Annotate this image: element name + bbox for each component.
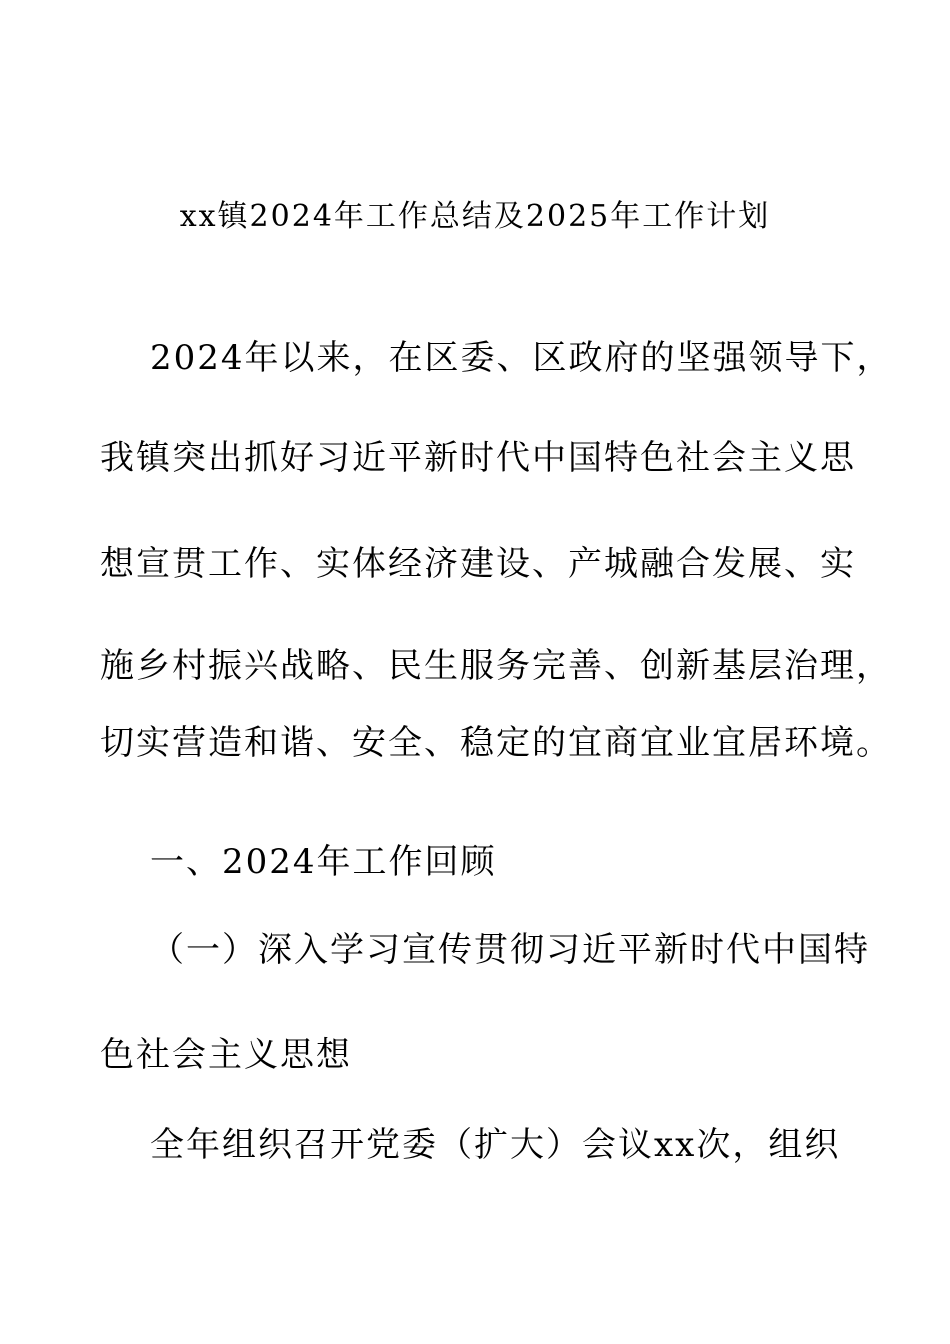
intro-line-5: 切实营造和谐、安全、稳定的宜商宜业宜居环境。 xyxy=(100,723,892,763)
intro-line-1: 2024年以来，在区委、区政府的坚强领导下， xyxy=(150,338,893,378)
intro-line-2: 我镇突出抓好习近平新时代中国特色社会主义思 xyxy=(100,438,856,478)
subsection-heading-line-2: 色社会主义思想 xyxy=(100,1035,352,1075)
subsection-heading-line-1: （一）深入学习宣传贯彻习近平新时代中国特 xyxy=(150,930,870,970)
section-heading: 一、2024年工作回顾 xyxy=(150,842,497,882)
document-title: xx镇2024年工作总结及2025年工作计划 xyxy=(179,199,771,234)
intro-line-3: 想宣贯工作、实体经济建设、产城融合发展、实 xyxy=(100,544,856,584)
intro-line-4: 施乡村振兴战略、民生服务完善、创新基层治理， xyxy=(100,646,892,686)
body-line-1: 全年组织召开党委（扩大）会议xx次，组织 xyxy=(150,1125,841,1165)
